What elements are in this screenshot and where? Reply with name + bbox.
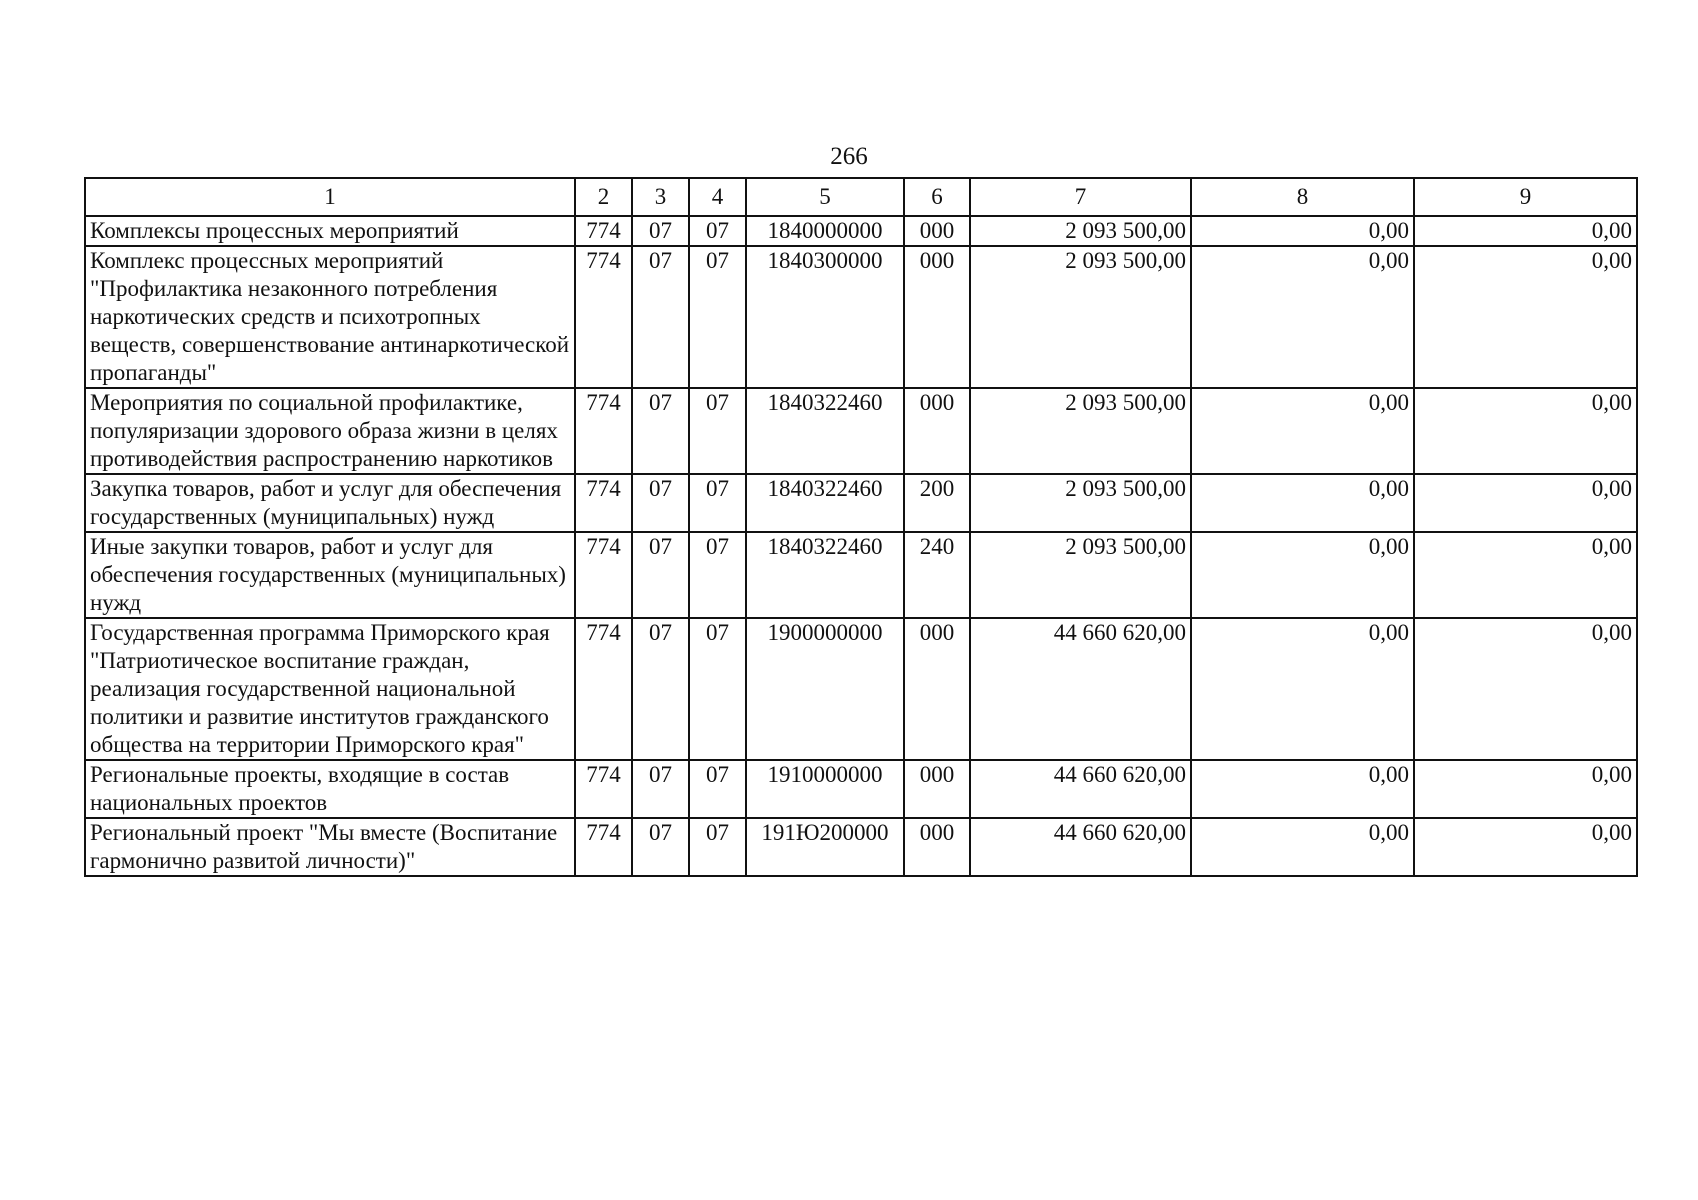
cell-c4: 07 <box>689 388 746 474</box>
cell-c9: 0,00 <box>1414 216 1637 246</box>
cell-c5: 191Ю200000 <box>746 818 904 876</box>
cell-c3: 07 <box>632 388 689 474</box>
cell-c8: 0,00 <box>1191 618 1414 760</box>
cell-c3: 07 <box>632 818 689 876</box>
cell-c9: 0,00 <box>1414 532 1637 618</box>
cell-c3: 07 <box>632 474 689 532</box>
table-row <box>85 474 1637 532</box>
column-header: 2 <box>575 178 632 216</box>
cell-c8: 0,00 <box>1191 760 1414 818</box>
cell-c5: 1840000000 <box>746 216 904 246</box>
cell-c6: 000 <box>904 818 970 876</box>
cell-c2: 774 <box>575 246 632 388</box>
column-header: 6 <box>904 178 970 216</box>
cell-c6: 000 <box>904 618 970 760</box>
cell-c5: 1840300000 <box>746 246 904 388</box>
table-row <box>85 216 1637 246</box>
row-name: Иные закупки товаров, работ и услуг для обеспечения государственных (муниципальных) нужд <box>85 532 575 618</box>
row-name: Закупка товаров, работ и услуг для обеспечения государственных (муниципальных) нужд <box>85 474 575 532</box>
cell-c6: 240 <box>904 532 970 618</box>
row-name: Региональные проекты, входящие в состав национальных проектов <box>85 760 575 818</box>
cell-c5: 1910000000 <box>746 760 904 818</box>
row-name: Комплекс процессных мероприятий "Профилактика незаконного потребления наркотических средств и психотропных веществ, совершенствование антинаркотической пропаганды" <box>85 246 575 388</box>
column-header: 5 <box>746 178 904 216</box>
table-row <box>85 760 1637 818</box>
column-header: 9 <box>1414 178 1637 216</box>
cell-c7: 44 660 620,00 <box>970 760 1191 818</box>
column-header: 3 <box>632 178 689 216</box>
cell-c3: 07 <box>632 246 689 388</box>
cell-c8: 0,00 <box>1191 388 1414 474</box>
column-header: 8 <box>1191 178 1414 216</box>
column-header: 1 <box>85 178 575 216</box>
cell-c5: 1840322460 <box>746 532 904 618</box>
cell-c2: 774 <box>575 388 632 474</box>
cell-c9: 0,00 <box>1414 818 1637 876</box>
cell-c4: 07 <box>689 760 746 818</box>
row-name: Региональный проект "Мы вместе (Воспитание гармонично развитой личности)" <box>85 818 575 876</box>
row-name: Мероприятия по социальной профилактике, популяризации здорового образа жизни в целях противодействия распространению наркотиков <box>85 388 575 474</box>
column-header: 4 <box>689 178 746 216</box>
cell-c4: 07 <box>689 474 746 532</box>
cell-c4: 07 <box>689 246 746 388</box>
cell-c2: 774 <box>575 532 632 618</box>
cell-c7: 2 093 500,00 <box>970 388 1191 474</box>
cell-c9: 0,00 <box>1414 246 1637 388</box>
cell-c2: 774 <box>575 216 632 246</box>
cell-c7: 2 093 500,00 <box>970 246 1191 388</box>
cell-c6: 000 <box>904 388 970 474</box>
cell-c4: 07 <box>689 618 746 760</box>
cell-c6: 000 <box>904 246 970 388</box>
table-row <box>85 532 1637 618</box>
cell-c3: 07 <box>632 532 689 618</box>
cell-c7: 44 660 620,00 <box>970 818 1191 876</box>
cell-c8: 0,00 <box>1191 532 1414 618</box>
cell-c4: 07 <box>689 818 746 876</box>
cell-c3: 07 <box>632 216 689 246</box>
column-header: 7 <box>970 178 1191 216</box>
cell-c7: 2 093 500,00 <box>970 532 1191 618</box>
cell-c9: 0,00 <box>1414 388 1637 474</box>
cell-c3: 07 <box>632 618 689 760</box>
header-row <box>85 178 1637 216</box>
cell-c5: 1840322460 <box>746 474 904 532</box>
cell-c7: 44 660 620,00 <box>970 618 1191 760</box>
cell-c9: 0,00 <box>1414 474 1637 532</box>
cell-c3: 07 <box>632 760 689 818</box>
cell-c9: 0,00 <box>1414 760 1637 818</box>
cell-c5: 1840322460 <box>746 388 904 474</box>
cell-c9: 0,00 <box>1414 618 1637 760</box>
cell-c8: 0,00 <box>1191 216 1414 246</box>
cell-c4: 07 <box>689 532 746 618</box>
cell-c5: 1900000000 <box>746 618 904 760</box>
page-number: 266 <box>830 143 868 170</box>
cell-c2: 774 <box>575 818 632 876</box>
cell-c8: 0,00 <box>1191 474 1414 532</box>
cell-c8: 0,00 <box>1191 818 1414 876</box>
row-name: Комплексы процессных мероприятий <box>85 216 575 246</box>
cell-c6: 200 <box>904 474 970 532</box>
cell-c6: 000 <box>904 760 970 818</box>
row-name: Государственная программа Приморского края "Патриотическое воспитание граждан, реализация государственной национальной политики и развитие институтов гражданского общества на территории Приморского края" <box>85 618 575 760</box>
table-row <box>85 388 1637 474</box>
table-row <box>85 818 1637 876</box>
cell-c7: 2 093 500,00 <box>970 216 1191 246</box>
cell-c6: 000 <box>904 216 970 246</box>
cell-c8: 0,00 <box>1191 246 1414 388</box>
cell-c2: 774 <box>575 760 632 818</box>
cell-c2: 774 <box>575 474 632 532</box>
cell-c7: 2 093 500,00 <box>970 474 1191 532</box>
cell-c4: 07 <box>689 216 746 246</box>
table-row <box>85 618 1637 760</box>
budget-table <box>84 177 1638 877</box>
table-row <box>85 246 1637 388</box>
cell-c2: 774 <box>575 618 632 760</box>
